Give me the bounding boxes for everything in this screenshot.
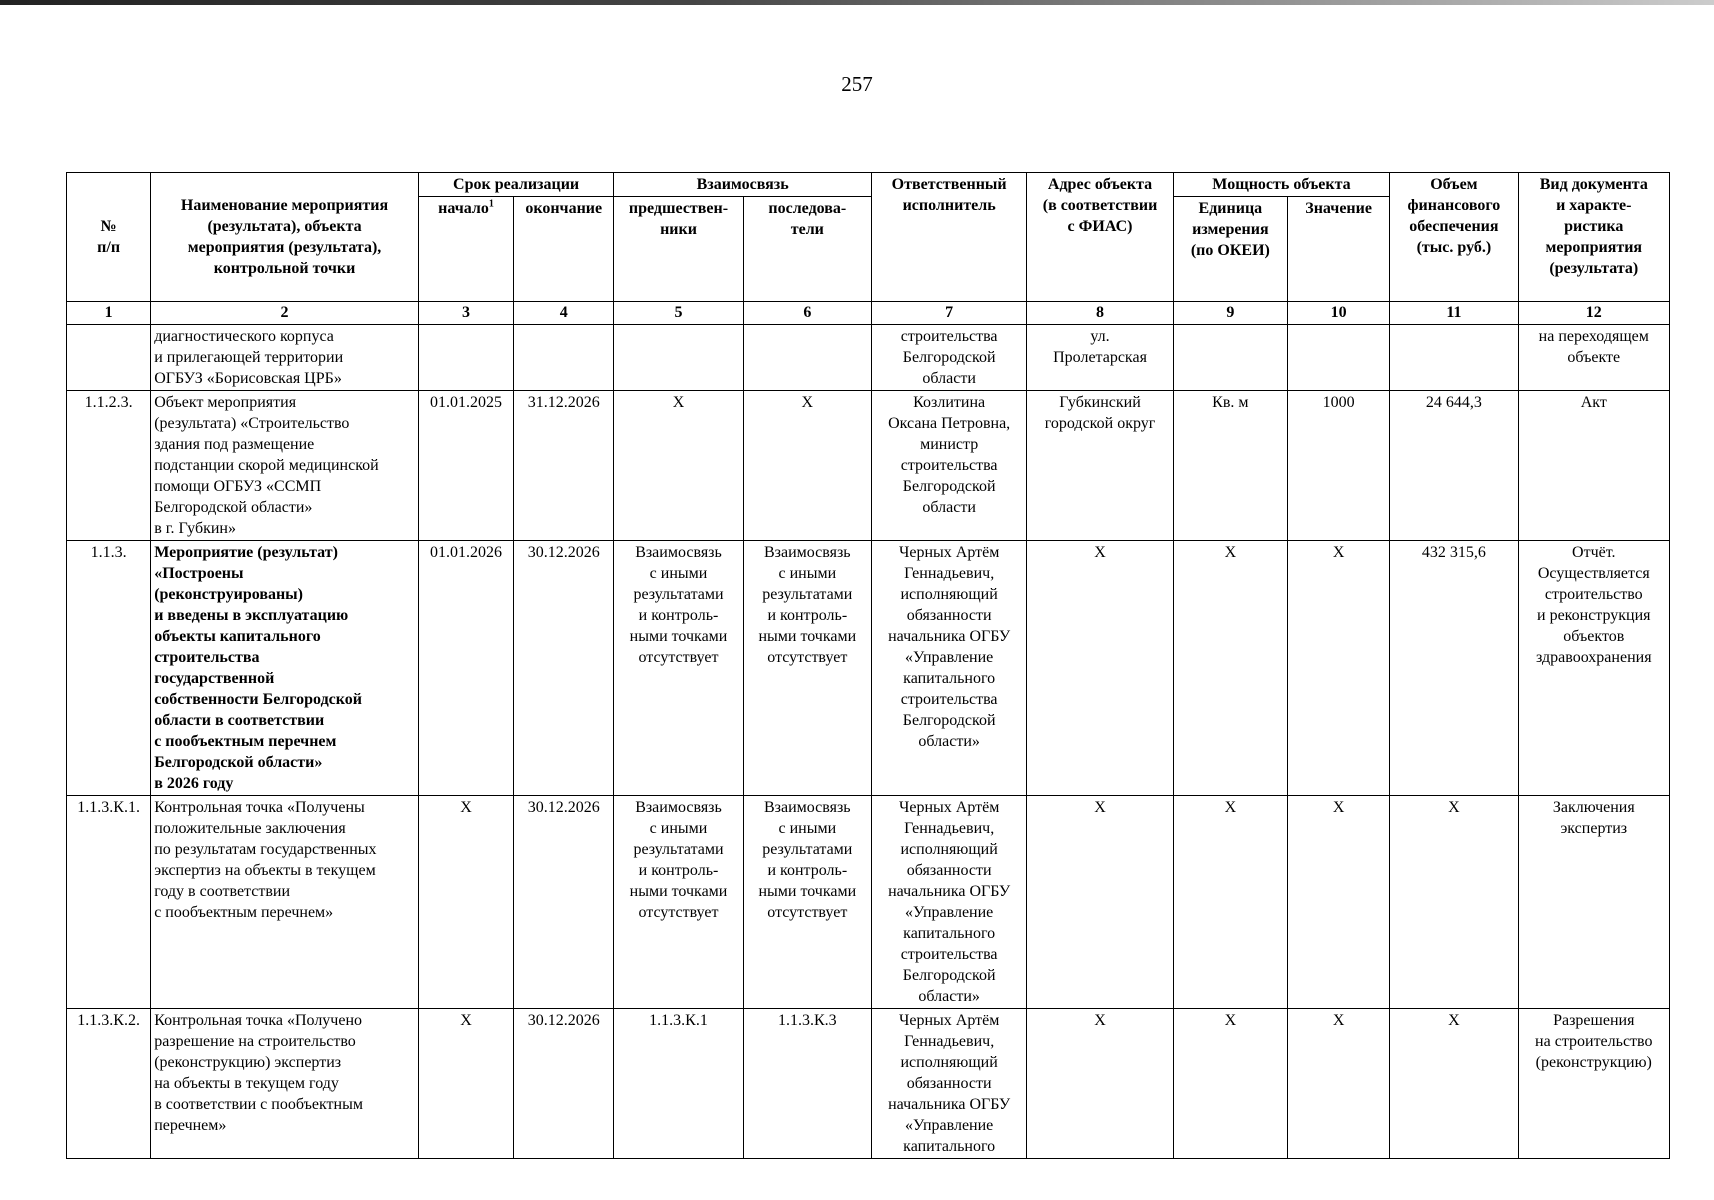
column-number: 10 [1287, 302, 1389, 325]
header-link: Взаимосвязь [614, 173, 872, 197]
cell-finance: 24 644,3 [1390, 391, 1518, 541]
column-number: 1 [67, 302, 151, 325]
column-number: 8 [1027, 302, 1173, 325]
table-row [67, 325, 1670, 391]
table-body [67, 325, 1670, 1159]
table-row [67, 1009, 1670, 1159]
cell-value [1287, 325, 1389, 391]
table-row [67, 541, 1670, 796]
cell-unit: Х [1173, 541, 1287, 796]
cell-doc: Заключения экспертиз [1518, 796, 1669, 1009]
cell-next [743, 325, 871, 391]
column-number: 4 [514, 302, 614, 325]
cell-responsible: Черных Артём Геннадьевич, исполняющий обязанности начальника ОГБУ «Управление капитального строительства Белгородской области» [871, 796, 1026, 1009]
cell-name: Объект мероприятия (результата) «Строительство здания под размещение подстанции скорой медицинской помощи ОГБУЗ «ССМП Белгородской области» в г. Губкин» [151, 391, 419, 541]
header-unit: Единица измерения (по ОКЕИ) [1173, 197, 1287, 302]
cell-value: Х [1287, 541, 1389, 796]
header-responsible: Ответственный исполнитель [871, 173, 1026, 302]
cell-next: 1.1.3.К.3 [743, 1009, 871, 1159]
cell-address: Х [1027, 796, 1173, 1009]
cell-prev: Взаимосвязь с иными результатами и контроль- ными точками отсутствует [614, 541, 743, 796]
cell-prev [614, 325, 743, 391]
cell-unit: Х [1173, 1009, 1287, 1159]
cell-name: Контрольная точка «Получены положительные заключения по результатам государственных экспертиз на объекты в текущем году в соответствии с пообъектным перечнем» [151, 796, 419, 1009]
cell-doc: на переходящем объекте [1518, 325, 1669, 391]
cell-address: Губкинский городской округ [1027, 391, 1173, 541]
cell-num: 1.1.2.3. [67, 391, 151, 541]
cell-next: Х [743, 391, 871, 541]
cell-end: 30.12.2026 [514, 541, 614, 796]
cell-finance: Х [1390, 796, 1518, 1009]
header-address: Адрес объекта (в соответствии с ФИАС) [1027, 173, 1173, 302]
cell-name: Контрольная точка «Получено разрешение на строительство (реконструкцию) экспертиз на объекты в текущем году в соответствии с пообъектным перечнем» [151, 1009, 419, 1159]
table-row [67, 391, 1670, 541]
cell-end [514, 325, 614, 391]
cell-start: Х [418, 1009, 513, 1159]
cell-prev: 1.1.3.К.1 [614, 1009, 743, 1159]
header-end: окончание [514, 197, 614, 302]
column-number: 9 [1173, 302, 1287, 325]
header-doc: Вид документа и характе- ристика мероприятия (результата) [1518, 173, 1669, 302]
column-number: 3 [418, 302, 513, 325]
cell-value: Х [1287, 796, 1389, 1009]
cell-num: 1.1.3.К.1. [67, 796, 151, 1009]
header-prev: предшествен- ники [614, 197, 743, 302]
column-number: 12 [1518, 302, 1669, 325]
cell-end: 31.12.2026 [514, 391, 614, 541]
cell-name: Мероприятие (результат) «Построены (реконструированы) и введены в эксплуатацию объекты капитального строительства государственной собственности Белгородской области в соответствии с пообъектным перечнем Белгородской области» в 2026 году [151, 541, 419, 796]
cell-value: 1000 [1287, 391, 1389, 541]
page-number: 257 [841, 72, 873, 96]
column-number: 7 [871, 302, 1026, 325]
cell-value: Х [1287, 1009, 1389, 1159]
column-number: 2 [151, 302, 419, 325]
table-header [67, 173, 1670, 325]
header-name: Наименование мероприятия (результата), объекта мероприятия (результата), контрольной точки [151, 173, 419, 302]
cell-prev: Х [614, 391, 743, 541]
header-start: начало$^1$ [418, 197, 513, 302]
cell-finance [1390, 325, 1518, 391]
cell-start: 01.01.2025 [418, 391, 513, 541]
cell-finance: Х [1390, 1009, 1518, 1159]
table-row [67, 796, 1670, 1009]
cell-end: 30.12.2026 [514, 796, 614, 1009]
cell-num [67, 325, 151, 391]
cell-finance: 432 315,6 [1390, 541, 1518, 796]
cell-address: Х [1027, 541, 1173, 796]
cell-start: 01.01.2026 [418, 541, 513, 796]
cell-address: Х [1027, 1009, 1173, 1159]
column-number: 5 [614, 302, 743, 325]
cell-num: 1.1.3.К.2. [67, 1009, 151, 1159]
cell-responsible: Черных Артём Геннадьевич, исполняющий обязанности начальника ОГБУ «Управление капитального [871, 1009, 1026, 1159]
column-number-row [67, 302, 1670, 325]
cell-next: Взаимосвязь с иными результатами и контроль- ными точками отсутствует [743, 796, 871, 1009]
cell-doc: Отчёт. Осуществляется строительство и реконструкция объектов здравоохранения [1518, 541, 1669, 796]
cell-name: диагностического корпуса и прилегающей территории ОГБУЗ «Борисовская ЦРБ» [151, 325, 419, 391]
column-number: 11 [1390, 302, 1518, 325]
cell-num: 1.1.3. [67, 541, 151, 796]
header-period: Срок реализации [418, 173, 613, 197]
cell-start: Х [418, 796, 513, 1009]
cell-responsible: строительства Белгородской области [871, 325, 1026, 391]
cell-next: Взаимосвязь с иными результатами и контроль- ными точками отсутствует [743, 541, 871, 796]
cell-unit [1173, 325, 1287, 391]
cell-doc: Разрешения на строительство (реконструкцию) [1518, 1009, 1669, 1159]
cell-responsible: Черных Артём Геннадьевич, исполняющий обязанности начальника ОГБУ «Управление капитального строительства Белгородской области» [871, 541, 1026, 796]
cell-end: 30.12.2026 [514, 1009, 614, 1159]
cell-prev: Взаимосвязь с иными результатами и контроль- ными точками отсутствует [614, 796, 743, 1009]
cell-start [418, 325, 513, 391]
cell-unit: Х [1173, 796, 1287, 1009]
header-num: № п/п [67, 173, 151, 302]
header-next: последова- тели [743, 197, 871, 302]
cell-address: ул. Пролетарская [1027, 325, 1173, 391]
cell-unit: Кв. м [1173, 391, 1287, 541]
scan-edge-line [0, 0, 1714, 5]
cell-responsible: Козлитина Оксана Петровна, министр строительства Белгородской области [871, 391, 1026, 541]
header-value: Значение [1287, 197, 1389, 302]
column-number: 6 [743, 302, 871, 325]
header-finance: Объем финансового обеспечения (тыс. руб.) [1390, 173, 1518, 302]
header-capacity: Мощность объекта [1173, 173, 1390, 197]
cell-doc: Акт [1518, 391, 1669, 541]
activities-table [66, 172, 1670, 1159]
